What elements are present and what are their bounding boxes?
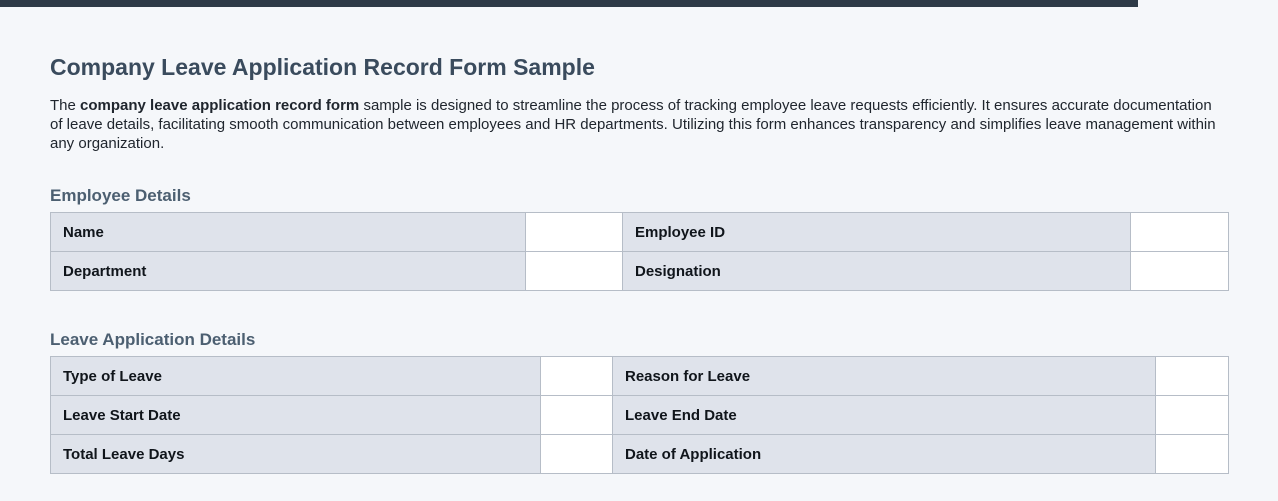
field-label-leave-end-date: Leave End Date (613, 396, 1156, 435)
table-row (51, 252, 1229, 291)
field-value-name (526, 213, 623, 252)
leave-application-details-table (50, 356, 1229, 474)
employee-details-table (50, 212, 1229, 291)
top-progress-bar (0, 0, 1138, 7)
intro-paragraph (50, 96, 1228, 153)
leave-application-details-heading: Leave Application Details (50, 330, 256, 349)
field-label-reason-for-leave: Reason for Leave (613, 357, 1156, 396)
field-value-reason-for-leave (1156, 357, 1229, 396)
intro-text-bold: company leave application record form (80, 97, 360, 114)
table-row (51, 357, 1229, 396)
field-value-employee-id (1131, 213, 1229, 252)
employee-details-heading: Employee Details (50, 186, 191, 205)
field-value-leave-start-date (541, 396, 613, 435)
field-label-leave-start-date: Leave Start Date (51, 396, 541, 435)
field-value-total-leave-days (541, 435, 613, 474)
intro-text-prefix: The (50, 97, 81, 114)
field-value-date-of-application (1156, 435, 1229, 474)
table-row (51, 213, 1229, 252)
table-row (51, 435, 1229, 474)
field-label-department: Department (51, 252, 526, 291)
field-label-total-leave-days: Total Leave Days (51, 435, 541, 474)
field-value-department (526, 252, 623, 291)
field-label-type-of-leave: Type of Leave (51, 357, 541, 396)
page-title: Company Leave Application Record Form Sample (50, 54, 595, 80)
field-label-name: Name (51, 213, 526, 252)
section-employee-details (50, 185, 1228, 291)
section-leave-application-details (50, 329, 1228, 474)
field-label-date-of-application: Date of Application (613, 435, 1156, 474)
field-label-employee-id: Employee ID (623, 213, 1131, 252)
page-content (0, 52, 1278, 474)
intro-text-rest: sample is designed to streamline the process of tracking employee leave requests efficiently. It ensures accurate documentation of leave details, facilitating smooth communication between employees and HR departments. Utilizing this form enhances transparency and simplifies leave management within any organization. (50, 97, 1216, 152)
field-value-type-of-leave (541, 357, 613, 396)
field-label-designation: Designation (623, 252, 1131, 291)
field-value-leave-end-date (1156, 396, 1229, 435)
table-row (51, 396, 1229, 435)
field-value-designation (1131, 252, 1229, 291)
